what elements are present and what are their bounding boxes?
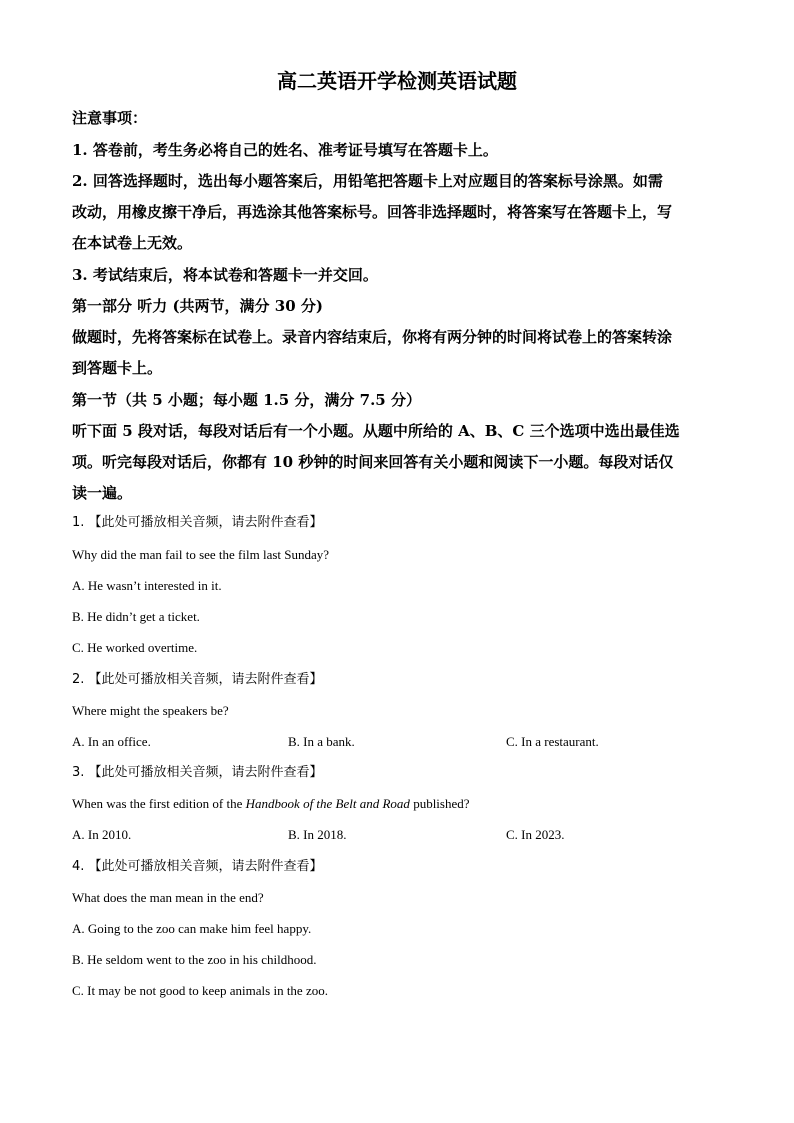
question-4-option-b[interactable]: B. He seldom went to the zoo in his childhood.	[72, 952, 317, 967]
question-3-text-after: published?	[409, 796, 470, 811]
question-2-option-b[interactable]: B. In a bank.	[288, 734, 355, 749]
section1-instructions-2: 项。听完每段对话后，你都有 10 秒钟的时间来回答有关小题和阅读下一小题。每段对话仅	[72, 453, 674, 471]
section1-instructions-1: 听下面 5 段对话，每段对话后有一个小题。从题中所给的 A、B、C 三个选项中选出最佳选	[72, 422, 680, 440]
question-3-book-title: Handbook of the Belt and Road	[245, 796, 410, 811]
question-1-audio-label: 1. 【此处可播放相关音频，请去附件查看】	[72, 515, 323, 530]
page-title: 高二英语开学检测英语试题	[277, 69, 517, 93]
notice-item-2-end: 在本试卷上无效。	[72, 234, 193, 252]
part1-instructions-1: 做题时，先将答案标在试卷上。录音内容结束后，你将有两分钟的时间将试卷上的答案转涂	[72, 328, 673, 346]
question-3-audio-label: 3. 【此处可播放相关音频，请去附件查看】	[72, 765, 323, 780]
question-4-text: What does the man mean in the end?	[72, 890, 264, 905]
part1-heading: 第一部分 听力 (共两节，满分 30 分)	[72, 297, 323, 315]
section1-heading: 第一节（共 5 小题；每小题 1.5 分，满分 7.5 分）	[72, 391, 421, 409]
question-2-text: Where might the speakers be?	[72, 703, 229, 718]
notice-item-2-cont: 改动，用橡皮擦干净后，再选涂其他答案标号。回答非选择题时，将答案写在答题卡上，写	[72, 203, 673, 221]
notice-item-3: 3. 考试结束后，将本试卷和答题卡一并交回。	[72, 266, 378, 284]
question-1-text: Why did the man fail to see the film last Sunday?	[72, 547, 330, 562]
question-3-text-before: When was the first edition of the	[72, 796, 246, 811]
question-1-option-b[interactable]: B. He didn’t get a ticket.	[72, 609, 200, 624]
question-4-audio-label: 4. 【此处可播放相关音频，请去附件查看】	[72, 859, 323, 874]
question-3-option-c[interactable]: C. In 2023.	[506, 827, 565, 842]
question-1-option-a[interactable]: A. He wasn’t interested in it.	[72, 578, 222, 593]
question-1-option-c[interactable]: C. He worked overtime.	[72, 640, 198, 655]
question-2-audio-label: 2. 【此处可播放相关音频，请去附件查看】	[72, 672, 323, 687]
question-3-option-a[interactable]: A. In 2010.	[72, 827, 132, 842]
section1-instructions-3: 读一遍。	[72, 484, 133, 502]
question-4-option-a[interactable]: A. Going to the zoo can make him feel happy.	[72, 921, 312, 936]
question-4-option-c[interactable]: C. It may be not good to keep animals in the zoo.	[72, 983, 328, 998]
notice-item-1: 1. 答卷前，考生务必将自己的姓名、准考证号填写在答题卡上。	[72, 141, 498, 159]
notice-heading: 注意事项：	[72, 109, 148, 127]
part1-instructions-2: 到答题卡上。	[72, 359, 163, 377]
question-3-text	[72, 794, 722, 814]
question-2-option-c[interactable]: C. In a restaurant.	[506, 734, 599, 749]
notice-item-2: 2. 回答选择题时，选出每小题答案后，用铅笔把答题卡上对应题目的答案标号涂黑。如需	[72, 172, 663, 190]
question-2-option-a[interactable]: A. In an office.	[72, 734, 151, 749]
question-3-option-b[interactable]: B. In 2018.	[288, 827, 347, 842]
